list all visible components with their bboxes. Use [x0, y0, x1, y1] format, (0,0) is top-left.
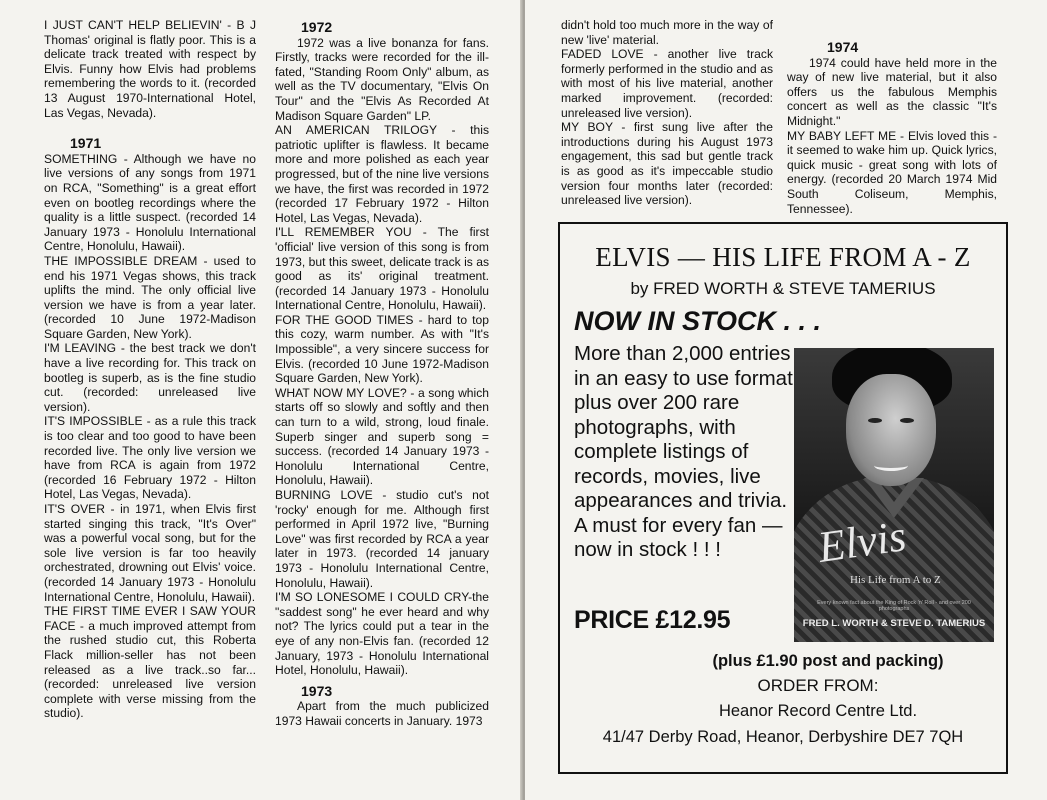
left-page-column-2	[275, 20, 489, 729]
song-paragraph: IT'S IMPOSSIBLE - as a rule this track is too clear and too good to have been recorded live. The only live version we have from RCA is again from 1972 (recorded 16 February 1972 - Hilton Hotel, Las Vegas, Nevada).	[44, 414, 256, 502]
song-paragraph: I JUST CAN'T HELP BELIEVIN' - B J Thomas' original is flatly poor. This is a delicate track treated with respect by Elvis. Funny how Elvis had problems remembering the words to it. (recorded 13 August 1970-International Hotel, Las Vegas, Nevada).	[44, 18, 256, 120]
year-heading: 1973	[301, 682, 333, 699]
ad-headline: NOW IN STOCK . . .	[574, 306, 822, 336]
cover-eye-right	[900, 418, 914, 423]
left-page-column-1	[44, 18, 256, 721]
left-page	[0, 0, 522, 800]
intro-paragraph: 1972 was a live bonanza for fans. Firstly, tracks were recorded for the ill-fated, "Standing Room Only" album, as well as the TV documentary, "Elvis On Tour" and the "Elvis As Recorded At Madison Square Garden" LP.	[275, 35, 489, 123]
year-heading: 1974	[827, 39, 859, 55]
right-page	[525, 0, 1047, 800]
ad-shop-name: Heanor Record Centre Ltd.	[718, 702, 918, 720]
book-advertisement	[558, 222, 1008, 774]
song-paragraph: I'M SO LONESOME I COULD CRY-the "saddest song" he ever heard and why not? The lyrics could put a tear in the eye of any non-Elvis fan. (recorded 12 January, 1973 - Honolulu International Hotel, Honolulu, Hawaii).	[275, 590, 489, 678]
song-paragraph: FOR THE GOOD TIMES - hard to top this cozy, warm number. As with "It's Impossible", a very sincere success for Elvis. (recorded 10 June 1972-Madison Square Garden, New York).	[275, 312, 489, 386]
ad-body: More than 2,000 entries in an easy to use format plus over 200 rare photographs, with complete listings of records, movies, live appearances and trivia. A must for every fan — now in stock ! ! !	[574, 342, 793, 561]
song-paragraph: I'LL REMEMBER YOU - The first 'official' live version of this song is from 1973, but this sweet, delicate track is as good as its' original treatment. (recorded 14 January 1973 - Honolulu International Centre, Honolulu, Hawaii).	[275, 225, 489, 313]
song-paragraph: AN AMERICAN TRILOGY - this patriotic uplifter is flawless. It became more and more polished as each year progressed, but of the nine live versions we have, the first was recorded in 1972 (recorded 17 February 1972 - Hilton Hotel, Las Vegas, Nevada).	[275, 123, 489, 225]
ad-price: PRICE £12.95	[574, 606, 731, 634]
song-paragraph: BURNING LOVE - studio cut's not 'rocky' enough for me. Although first performed in April 1972 live, "Burning Love" was first recorded by RCA a year later in 1973. (recorded 14 january 1973 - Honolulu International Centre, Honolulu, Hawaii).	[275, 488, 489, 590]
song-paragraph: MY BOY - first sung live after the introductions during his August 1973 engagement, this sad but gentle track is as good as it's impeccable studio version four months later (recorded: unreleased live version).	[561, 120, 773, 208]
cover-eye-left	[868, 418, 882, 423]
song-paragraph: THE IMPOSSIBLE DREAM - used to end his 1971 Vegas shows, this track uplifts the mind. The only official live version we have is from a year later. (recorded 10 June 1972-Madison Square Garden, New York).	[44, 253, 256, 341]
song-paragraph: didn't hold too much more in the way of new 'live' material.	[561, 18, 773, 47]
right-page-column-1	[561, 18, 773, 208]
cover-script-title: Elvis	[815, 511, 909, 572]
song-paragraph: THE FIRST TIME EVER I SAW YOUR FACE - a much improved attempt from the rushed studio cut, this Roberta Flack million-seller has not been released as a live track..so far...(recorded: unreleased live version complete with verse missing from the studio).	[44, 604, 256, 721]
song-paragraph: SOMETHING - Although we have no live versions of any songs from 1971 on RCA, "Something" is a great effort even on bootleg recordings where the quality is a little suspect. (recorded 14 January 1973 - Honolulu International Centre, Honolulu, Hawaii).	[44, 151, 256, 254]
intro-paragraph: 1974 could have held more in the way of new live material, but it also offers us the fabulous Memphis concert as well as the classic "It's Midnight."	[787, 55, 997, 128]
ad-title: ELVIS — HIS LIFE FROM A - Z	[595, 242, 971, 272]
ad-byline: by FRED WORTH & STEVE TAMERIUS	[630, 279, 936, 298]
intro-paragraph: Apart from the much publicized 1973 Hawaii concerts in January. 1973	[275, 699, 489, 728]
cover-subtitle: His Life from A to Z	[850, 574, 941, 586]
book-cover-image	[794, 348, 994, 642]
right-page-column-2	[787, 40, 997, 216]
song-paragraph: MY BABY LEFT ME - Elvis loved this - it seemed to wake him up. Quick lyrics, quick music - great song with lots of energy. (recorded 20 March 1974 Mid South Coliseum, Memphis, Tennessee).	[787, 128, 997, 216]
song-paragraph: I'M LEAVING - the best track we don't have a live recording for. This track on bootleg is superb, as is the fine studio cut. (recorded: unreleased live version).	[44, 341, 256, 414]
song-paragraph: WHAT NOW MY LOVE? - a song which starts off so slowly and softly and then can turn to a wild, strong, loud finale. Superb singer and superb song = success. (recorded 14 January 1973 - Honolulu International Centre, Honolulu, Hawaii).	[275, 385, 489, 488]
cover-authors: FRED L. WORTH & STEVE D. TAMERIUS	[802, 618, 986, 629]
song-paragraph: IT'S OVER - in 1971, when Elvis first started singing this track, "It's Over" was a powerful vocal song, but for the sole live version is far too heavily orchestrated, drowning out Elvis' voice. (recorded 14 January 1973 - Honolulu International Centre, Honolulu, Hawaii).	[44, 502, 256, 604]
year-heading: 1971	[70, 135, 102, 152]
cover-tagline: Every known fact about the King of Rock 'n' Roll - and over 200 photographs	[817, 600, 971, 612]
ad-address: 41/47 Derby Road, Heanor, Derbyshire DE7 7QH	[602, 728, 964, 746]
year-heading: 1972	[301, 19, 333, 35]
cover-smile	[874, 460, 908, 471]
ad-postage: (plus £1.90 post and packing)	[712, 652, 944, 670]
ad-order-from: ORDER FROM:	[757, 676, 879, 695]
song-paragraph: FADED LOVE - another live track formerly performed in the studio and as with most of his live material, another marked improvement. (recorded: unreleased live version).	[561, 47, 773, 120]
